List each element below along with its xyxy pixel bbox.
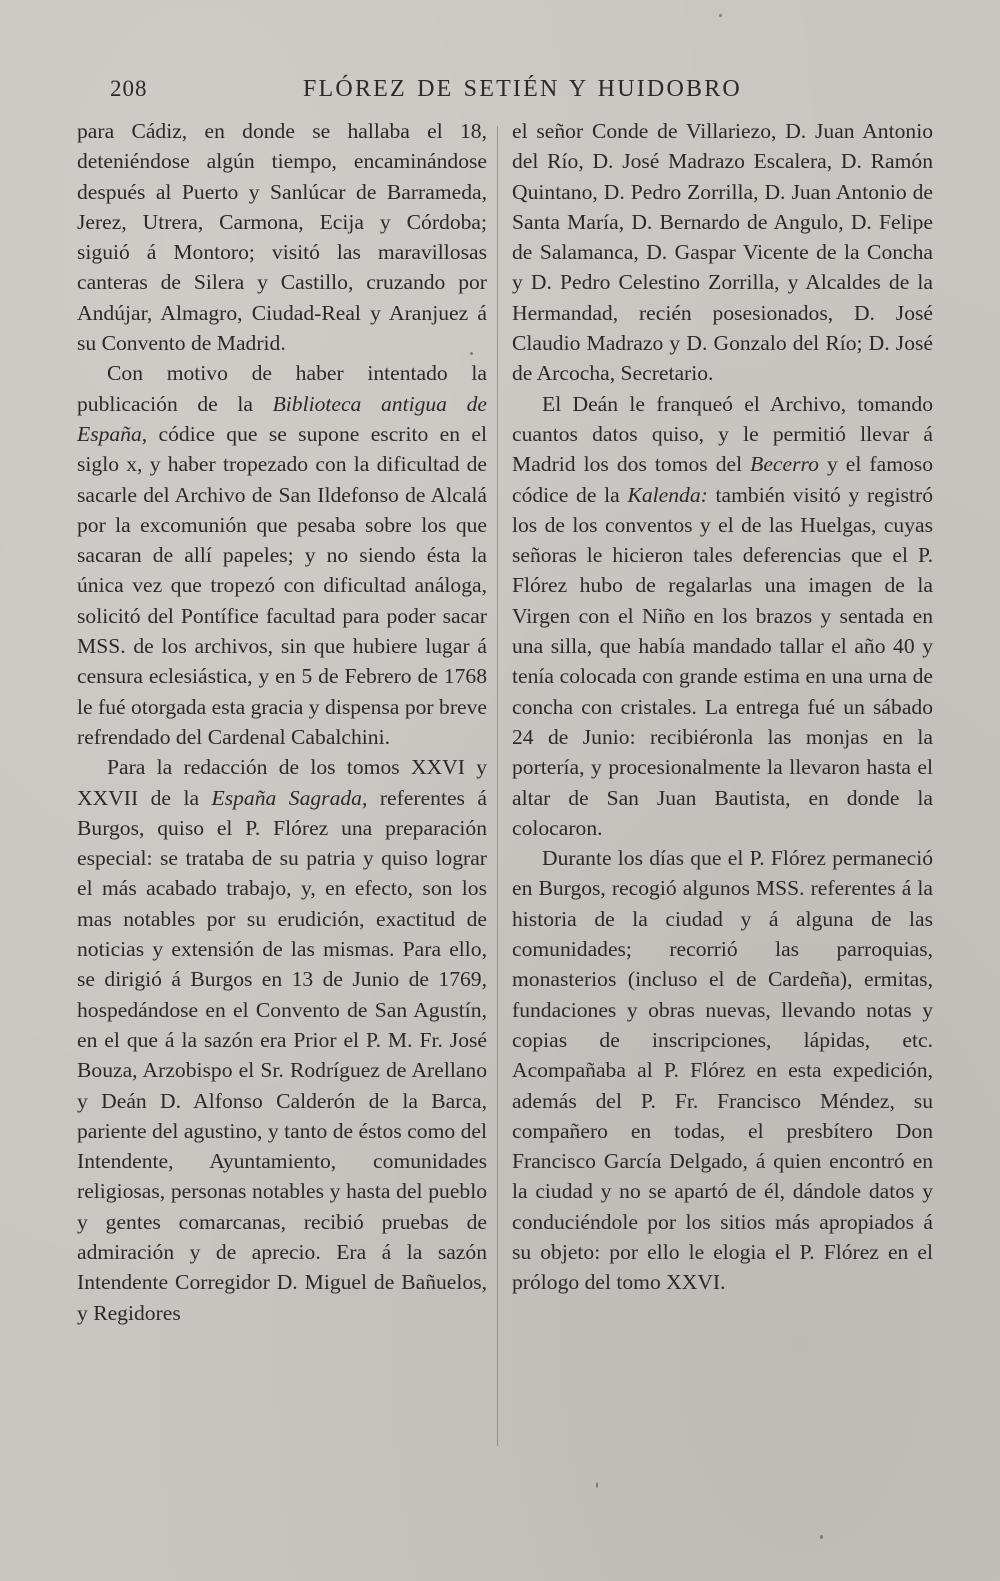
- right-paragraph-3: Durante los días que el P. Flórez permaneció en Burgos, recogió algunos MSS. referentes á la historia de la ciudad y á alguna de las comunidades; recorrió las parroquias, monasterios (incluso el de Cardeña), ermitas, fundaciones y obras nuevas, llevando notas y copias de inscripciones, lápidas, etc. Acompañaba al P. Flórez en esta expedición, además del P. Fr. Francisco Méndez, su compañero en todas, el presbítero Don Francisco García Delgado, á quien encontró en la ciudad y no se apartó de él, dándole datos y conduciéndole por los sitios más apropiados á su objeto: por ello le elogia el P. Flórez en el prólogo del tomo XXVI.: [512, 846, 933, 1295]
- running-title: FLÓREZ DE SETIÉN Y HUIDOBRO: [303, 76, 742, 102]
- left-paragraph-1: para Cádiz, en donde se hallaba el 18, deteniéndose algún tiempo, encaminándose después al Puerto y Sanlúcar de Barrameda, Jerez, Utrera, Carmona, Ecija y Córdoba; siguió á Montoro; visitó las maravillosas canteras de Silera y Castillo, cruzando por Andújar, Almagro, Ciudad-Real y Aranjuez á su Convento de Madrid.: [77, 119, 487, 356]
- running-head: [0, 76, 1000, 112]
- paragraph-text: , referentes á Burgos, quiso el P. Flórez una preparación especial: se trataba de su patria y quiso lograr el más acabado trabajo, y, en efecto, son los mas notables por su erudición, exactitud de noticias y extensión de las mismas. Para ello, se dirigió á Burgos en 13 de Junio de 1769, hospedándose en el Convento de San Agustín, en el que á la sazón era Prior el P. M. Fr. José Bouza, Arzobispo el Sr. Rodríguez de Arellano y Deán D. Alfonso Calderón de la Barca, pariente del agustino, y tanto de éstos como del Intendente, Ayuntamiento, comunidades religiosas, personas notables y hasta del pueblo y gentes comarcanas, recibió pruebas de admiración y de aprecio. Era á la sazón Intendente Corregidor D. Miguel de Bañuelos, y Regidores: [77, 785, 487, 1325]
- left-column: [77, 116, 487, 1328]
- paragraph-text: Con motivo de haber intentado la publicación de la: [77, 361, 487, 416]
- paper-speck: [470, 352, 473, 355]
- paragraph-text: , códice que se supone escrito en el siglo x, y haber tropezado con la dificultad de sacarle del Archivo de San Ildefonso de Alcalá por la excomunión que pesaba sobre los que sacaran de allí papeles; y no siendo ésta la única vez que tropezó con dificultad análoga, solicitó del Pontífice facultad para poder sacar MSS. de los archivos, sin que hubiere lugar á censura eclesiástica, y en 5 de Febrero de 1768 le fué otorgada esta gracia y dispensa por breve refrendado del Cardenal Cabalchini.: [77, 421, 487, 749]
- paragraph-text: y el famoso códice de la: [512, 452, 933, 507]
- right-column: [512, 116, 933, 1298]
- paragraph-text: El Deán le franqueó el Archivo, tomando cuantos datos quiso, y le permitió llevar á Madrid los dos tomos del: [512, 391, 933, 477]
- right-paragraph-2: [512, 389, 933, 843]
- column-divider: [497, 126, 498, 1446]
- paper-speck: [719, 14, 722, 17]
- left-paragraph-2: [77, 358, 487, 752]
- paragraph-text: también visitó y registró los de los conventos y el de las Huelgas, cuyas señoras le hicieron tales deferencias que el P. Flórez hubo de regalarlas una imagen de la Virgen con el Niño en los brazos y sentada en una silla, que había mandado tallar el año 40 y tenía colocada con grande estima en una urna de concha con cristales. La entrega fué un sábado 24 de Junio: recibiéronla las monjas en la portería, y procesionalmente la llevaron hasta el altar de San Juan Bautista, en donde la colocaron.: [512, 482, 933, 840]
- paper-speck: [596, 1482, 598, 1488]
- left-paragraph-3: [77, 752, 487, 1328]
- italic-book-title: Becerro: [750, 452, 819, 477]
- page-number: 208: [110, 76, 148, 101]
- italic-book-title: Kalenda:: [627, 482, 708, 507]
- right-paragraph-1: el señor Conde de Villariezo, D. Juan Antonio del Río, D. José Madrazo Escalera, D. Ramón Quintano, D. Pedro Zorrilla, D. Juan Antonio de Santa María, D. Bernardo de Angulo, D. Felipe de Salamanca, D. Gaspar Vicente de la Concha y D. Pedro Celestino Zorrilla, y Alcaldes de la Hermandad, recién posesionados, D. José Claudio Madrazo y D. Gonzalo del Río; D. José de Arcocha, Secretario.: [512, 119, 933, 386]
- paper-speck: [820, 1535, 823, 1539]
- paragraph-text: Para la redacción de los tomos XXVI y XXVII de la: [77, 755, 487, 810]
- italic-book-title: España Sagrada: [211, 785, 362, 810]
- italic-book-title: Biblioteca antigua de España: [77, 391, 487, 446]
